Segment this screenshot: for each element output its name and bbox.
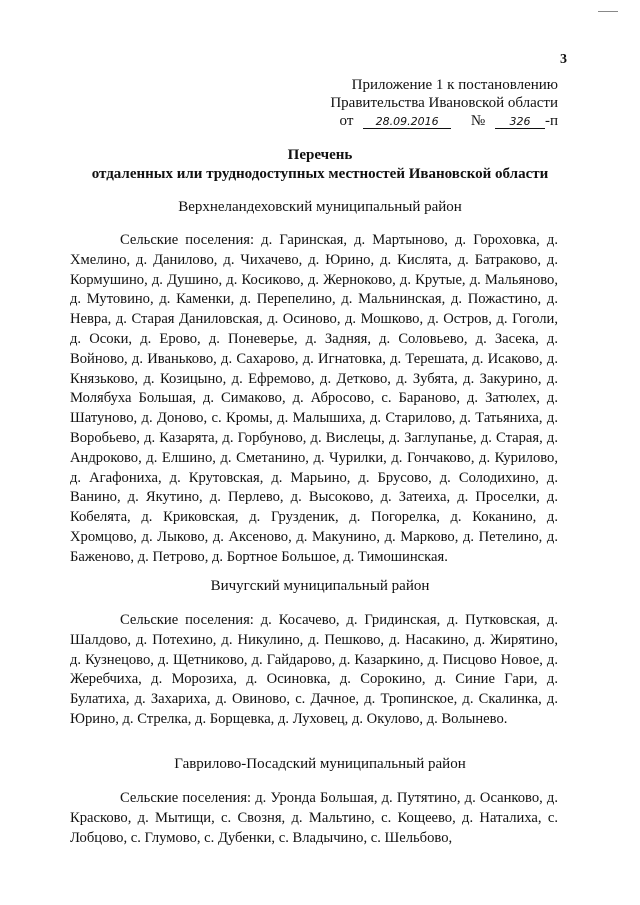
- district-settlements: Сельские поселения: д. Гаринская, д. Мартыново, д. Гороховка, д. Хмелино, д. Данилово, д. Чихачево, д. Юрино, д. Кислята, д. Батраково, д. Кормушино, д. Душино, д. Косиково, д. Жерноково, д. Крутые, д. Мальяново, д. Мутовино, д. Каменки, д. Перепелино, д. Мальнинская, д. Пожастино, д. Невра, д. Старая Даниловская, д. Осиново, д. Мошково, д. Остров, д. Гоголи, д. Осоки, д. Ерово, д. Поневерье, д. Задняя, д. Соловьево, д. Засека, д. Войново, д. Иваньково, д. Сахарово, д. Игнатовка, д. Терешата, д. Исаково, д. Князьково, д. Козицыно, д. Ефремово, д. Детково, д. Зубята, д. Закурино, д. Молябуха Большая, д. Симаково, д. Абросово, с. Бараново, д. Затюлех, д. Шатуново, д. Доново, с. Кромы, д. Малышиха, д. Старилово, д. Татьяниха, д. Воробьево, д. Казарята, д. Горбуново, д. Вислецы, д. Заглупанье, д. Старая, д. Андроково, д. Елшино, д. Сметанино, д. Чурилки, д. Гончаково, д. Курилово, д. Агафониха, д. Крутовская, д. Марьино, д. Брусово, д. Солодихино, д. Ванино, д. Якутино, д. Перлево, д. Высоково, д. Затеиха, д. Проселки, д. Кобелята, д. Криковская, д. Грузденик, д. Погорелка, д. Коканино, д. Хромцово, д. Лыково, д. Аксеново, д. Макунино, д. Марково, д. Петелино, д. Баженово, д. Петрово, д. Бортное Большое, д. Тимошинская.: [70, 232, 558, 565]
- document-subtitle: отдаленных или труднодоступных местностей Ивановской области: [91, 166, 549, 182]
- number-suffix: -п: [544, 113, 558, 129]
- appendix-header: [330, 76, 558, 130]
- handwritten-date: 28.09.2016: [363, 116, 451, 129]
- district-heading: Верхнеландеховский муниципальный район: [178, 199, 462, 215]
- district-heading: Гаврилово-Посадский муниципальный район: [174, 756, 466, 772]
- district-settlements: Сельские поселения: д. Уронда Большая, д. Путятино, д. Осанково, д. Красково, д. Мытищи, с. Свозня, д. Мальтино, с. Кощеево, д. Наталиха, с. Лобцово, с. Глумово, с. Дубенки, с. Владычино, с. Шельбово,: [70, 790, 558, 846]
- page-number: 3: [560, 52, 567, 67]
- scan-mark: [598, 11, 618, 12]
- district-settlements: Сельские поселения: д. Косачево, д. Гридинская, д. Путковская, д. Шалдово, д. Потехино, д. Никулино, д. Пешково, д. Насакино, д. Жирятино, д. Кузнецово, д. Щетниково, д. Гайдарово, д. Казаркино, д. Писцово Новое, д. Жеребчиха, д. Морозиха, д. Осиновка, д. Сорокино, д. Синие Гари, д. Булатиха, д. Захариха, д. Овиново, с. Дачное, д. Тропинское, д. Скалинка, д. Юрино, д. Стрелка, д. Борщевка, д. Луховец, д. Окулово, д. Волынево.: [70, 612, 558, 727]
- district-heading: Вичугский муниципальный район: [210, 578, 430, 594]
- number-label: №: [470, 113, 486, 129]
- from-label: от: [339, 113, 354, 129]
- document-title: Перечень: [287, 147, 353, 163]
- appendix-line-3: [330, 112, 558, 130]
- handwritten-number: 326: [495, 116, 545, 129]
- appendix-line-2: Правительства Ивановской области: [330, 95, 558, 111]
- appendix-line-1: Приложение 1 к постановлению: [351, 77, 558, 93]
